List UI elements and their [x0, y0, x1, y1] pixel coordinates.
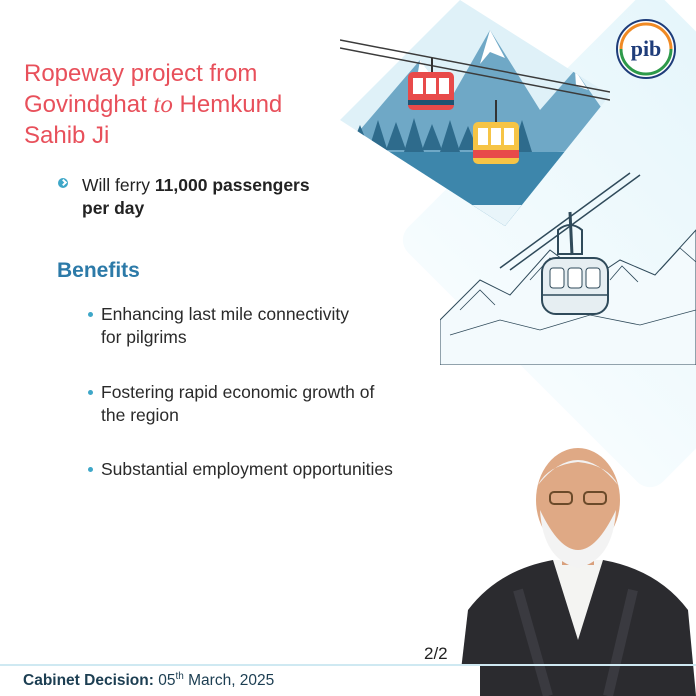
title-line-1: Ropeway project from [24, 60, 258, 87]
portrait-image [458, 440, 696, 696]
capacity-text [82, 174, 358, 220]
title-to: to [153, 91, 173, 118]
svg-text:pib: pib [630, 36, 662, 61]
cabinet-decision-label: Cabinet Decision: [23, 672, 154, 690]
benefit-item [88, 303, 448, 349]
title-destination: Hemkund [172, 91, 283, 118]
capacity-figure: 11,000 passengers [154, 175, 310, 195]
check-circle-icon [58, 178, 68, 188]
capacity-prefix: Will ferry [82, 175, 155, 195]
benefit-line-1: Enhancing last mile connectivity [101, 304, 350, 324]
footer [0, 666, 480, 696]
bullet-dot-icon [88, 467, 93, 472]
page-indicator: 2/2 [424, 644, 448, 663]
title-line-2 [24, 89, 344, 120]
benefit-line-1: Substantial employment opportunities [101, 459, 393, 479]
capacity-unit: per day [82, 198, 145, 218]
bullet-dot-icon [88, 390, 93, 395]
capacity-bullet [58, 174, 358, 220]
page-title [24, 58, 344, 151]
benefit-item [88, 381, 448, 427]
benefits-heading: Benefits [57, 259, 140, 282]
benefit-line-1: Fostering rapid economic growth of [101, 382, 375, 402]
benefit-item [88, 458, 448, 481]
decision-month-year: March, 2025 [183, 672, 275, 690]
benefit-line-2: for pilgrims [101, 327, 187, 347]
title-line-3: Sahib Ji [24, 122, 110, 149]
benefit-line-2: the region [101, 405, 179, 425]
title-origin: Govindghat [24, 91, 154, 118]
pib-logo [615, 18, 677, 80]
bullet-dot-icon [88, 312, 93, 317]
decision-day-suffix: th [175, 671, 184, 682]
footer-label [23, 671, 274, 690]
cable-car-sketch [440, 170, 696, 365]
decision-day: 05 [153, 672, 176, 690]
